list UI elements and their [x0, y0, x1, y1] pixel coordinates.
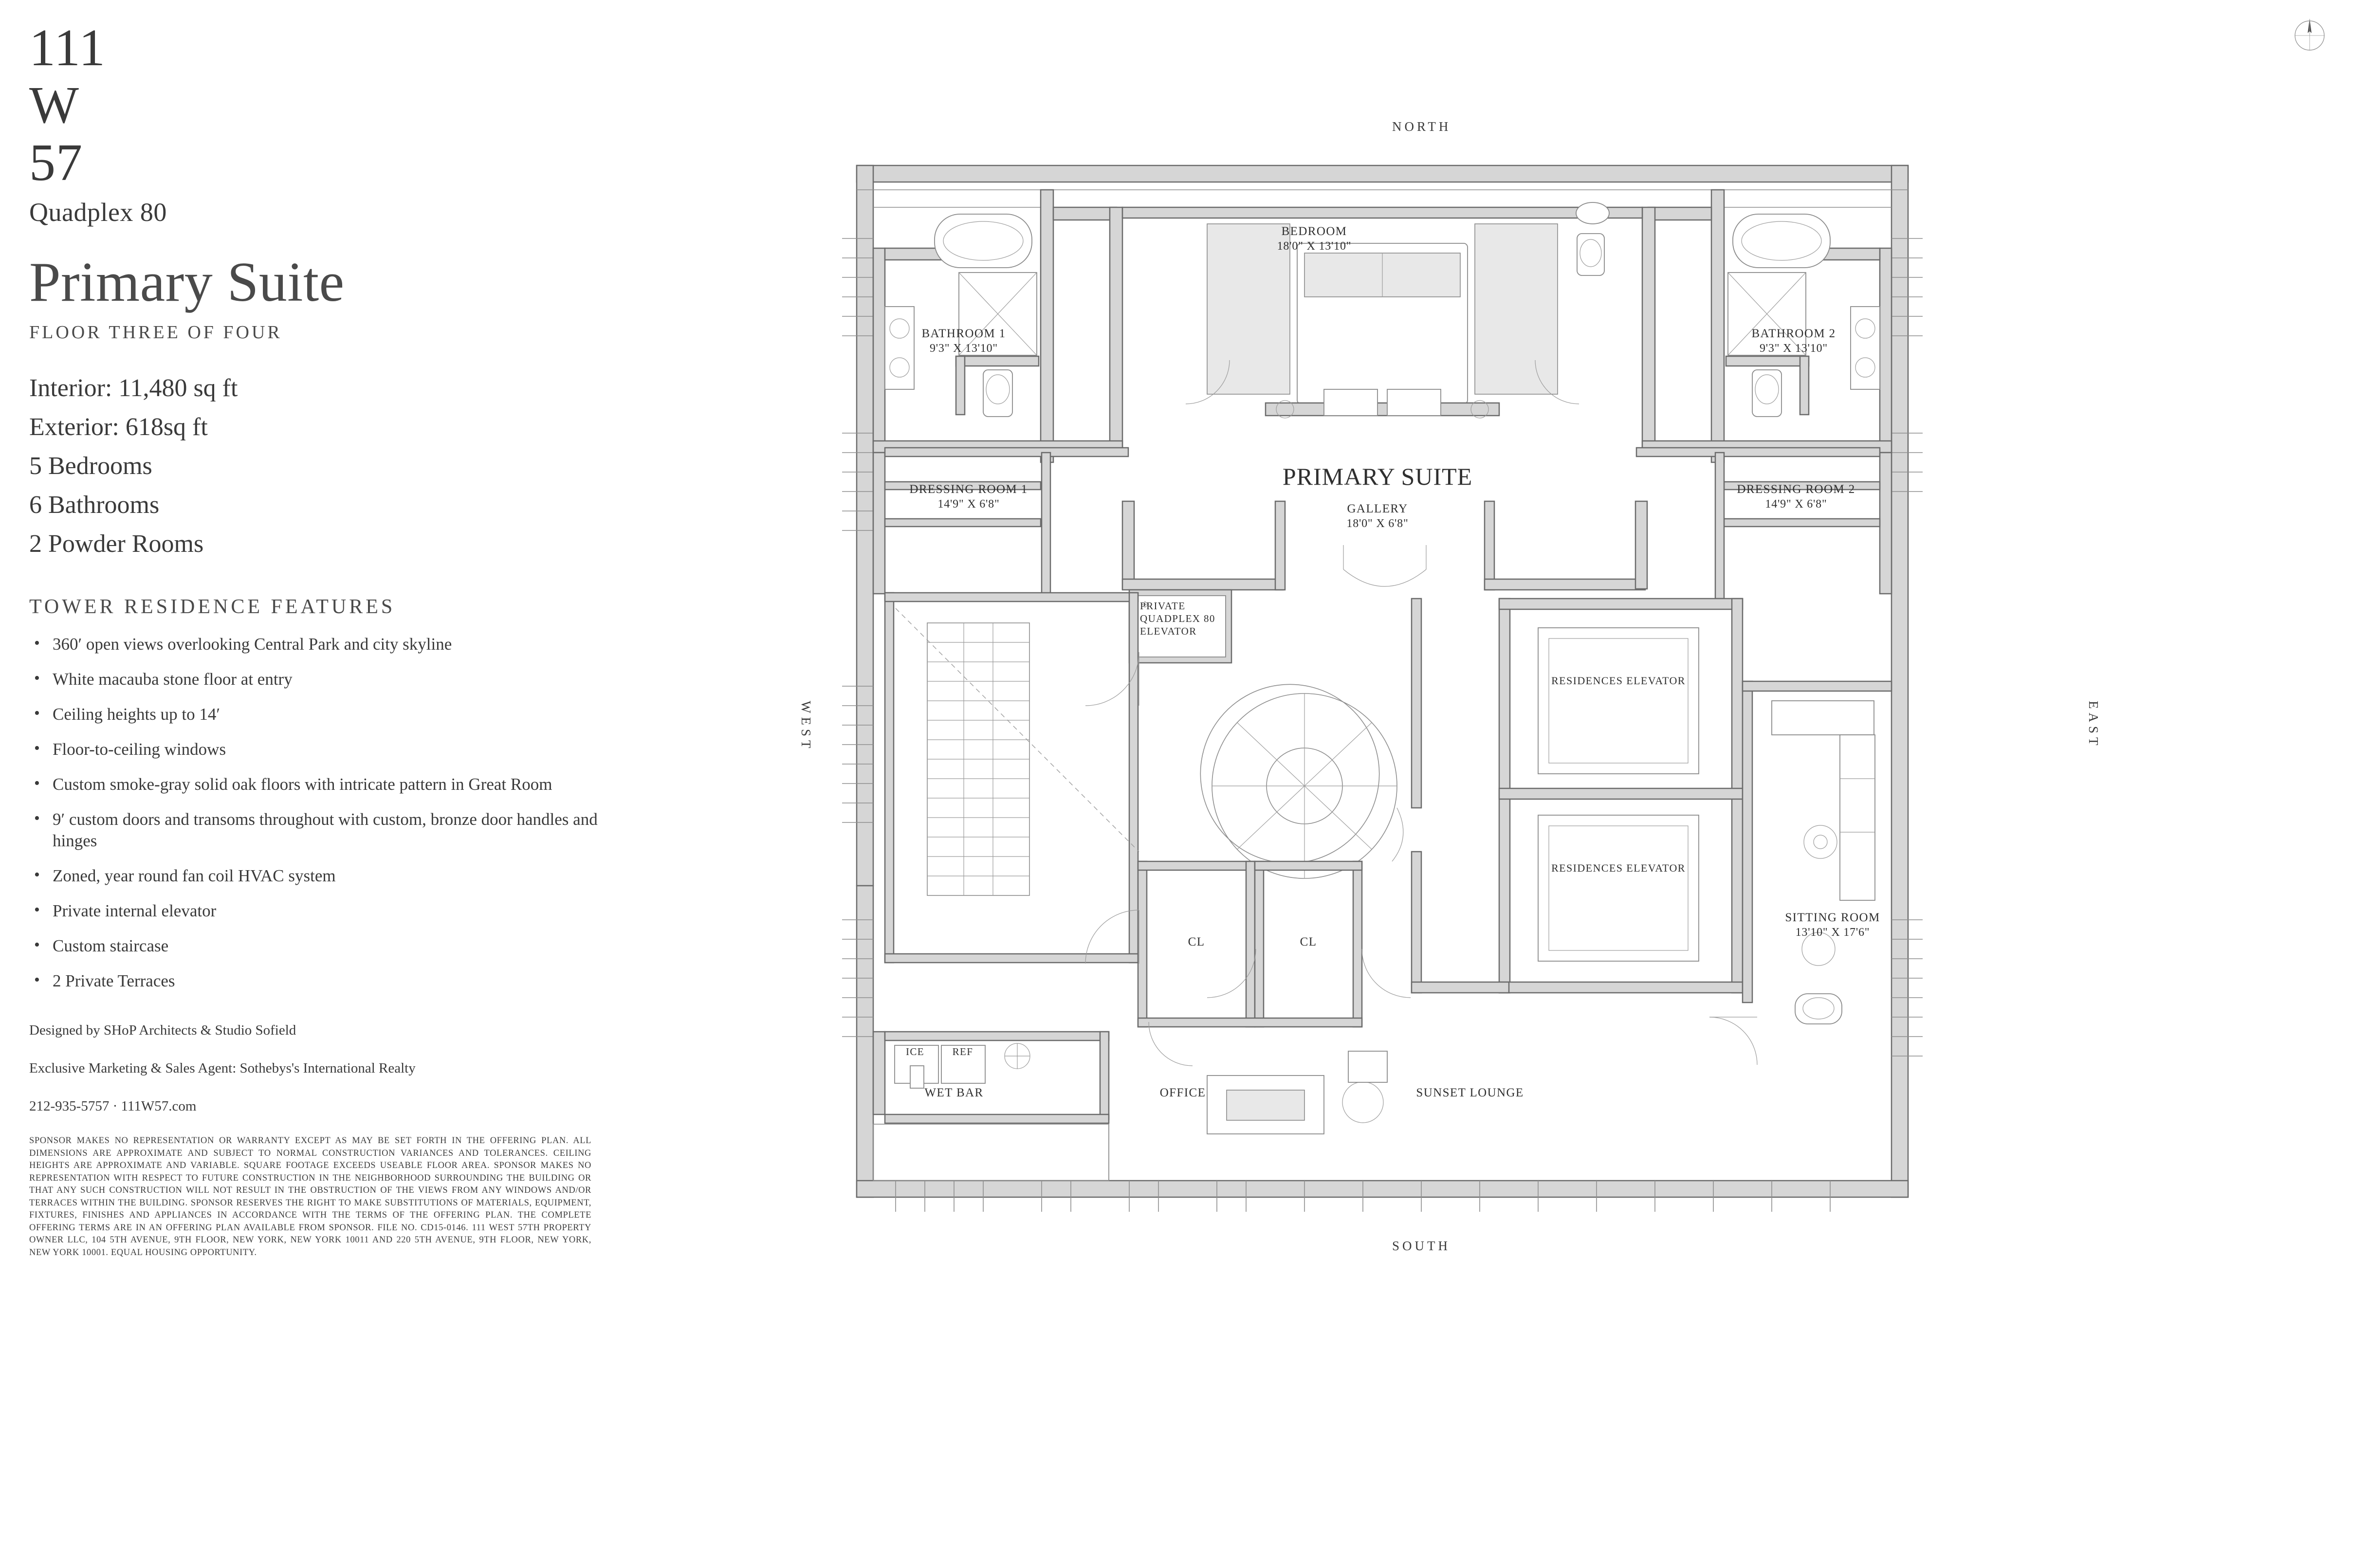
- room-label-residences-elevator-1: RESIDENCES ELEVATOR: [1551, 675, 1686, 687]
- room-label-dressing-room-1: DRESSING ROOM 1 14'9" X 6'8": [909, 483, 1028, 511]
- credit-sales-agent: Exclusive Marketing & Sales Agent: Sothebys's International Realty: [29, 1060, 416, 1076]
- room-label-sitting-room: SITTING ROOM 13'10" X 17'6": [1785, 911, 1880, 939]
- feature-item: • Custom staircase: [29, 935, 613, 957]
- brand-subtitle: Quadplex 80: [29, 198, 167, 227]
- features-list: [29, 634, 613, 992]
- room-label-dressing-room-2: DRESSING ROOM 2 14'9" X 6'8": [1737, 483, 1855, 511]
- spiral-stair: [1200, 684, 1403, 878]
- room-label-gallery: GALLERY 18'0" X 6'8": [1346, 502, 1409, 530]
- room-label-office: OFFICE: [1159, 1086, 1206, 1099]
- credit-contact[interactable]: 212-935-5757 · 111W57.com: [29, 1098, 197, 1114]
- credits-block: [29, 1021, 613, 1115]
- direction-label-west: WEST: [799, 701, 813, 752]
- brand-line-3: 57: [29, 134, 83, 192]
- feature-item: • Private internal elevator: [29, 900, 613, 922]
- legal-disclaimer: SPONSOR MAKES NO REPRESENTATION OR WARRANTY EXCEPT AS MAY BE SET FORTH IN THE OFFERING PLAN. ALL DIMENSIONS ARE APPROXIMATE AND SUBJECT TO NORMAL CONSTRUCTION VARIANCES AND TOLERANCES. CEILING HEIGHTS ARE APPROXIMATE AND VARIABLE. SQUARE FOOTAGE EXCEEDS USEABLE FLOOR AREA. SPONSOR MAKES NO REPRESENTATION WITH RESPECT TO FUTURE CONSTRUCTION IN THE NEIGHBORHOOD SURROUNDING THE BUILDING OR THAT ANY SUCH CONSTRUCTION WILL NOT RESULT IN THE OBSTRUCTION OF THE VIEWS FROM ANY WINDOWS AND/OR TERRACES WITHIN THE BUILDING. SPONSOR RESERVES THE RIGHT TO MAKE SUBSTITUTIONS OF MATERIALS, EQUIPMENT, FIXTURES, FINISHES AND APPLIANCES IN ACCORDANCE WITH THE TERMS OF THE OFFERING PLAN. THE COMPLETE OFFERING TERMS ARE IN AN OFFERING PLAN AVAILABLE FROM SPONSOR. FILE NO. CD15-0146. 111 WEST 57TH PROPERTY OWNER LLC, 104 5TH AVENUE, 9TH FLOOR, NEW YORK, NEW YORK 10011 AND 220 5TH AVENUE, 9TH FLOOR, NEW YORK, NEW YORK 10001. EQUAL HOUSING OPPORTUNITY.: [29, 1136, 591, 1258]
- page-title: Primary Suite: [29, 251, 345, 313]
- feature-item: • Ceiling heights up to 14′: [29, 704, 613, 725]
- stat-bathrooms: 6 Bathrooms: [29, 491, 160, 519]
- feature-item: • Custom smoke-gray solid oak floors with intricate pattern in Great Room: [29, 774, 613, 795]
- feature-item: • Zoned, year round fan coil HVAC system: [29, 865, 613, 887]
- feature-item: • White macauba stone floor at entry: [29, 669, 613, 690]
- room-label-bathroom-2: BATHROOM 2 9'3" X 13'10": [1751, 327, 1836, 355]
- room-label-closet-2: CL: [1300, 935, 1317, 948]
- room-label-wet-bar: WET BAR: [924, 1086, 984, 1099]
- brand-line-2: W: [29, 76, 79, 134]
- stats-list: [29, 369, 613, 564]
- credit-architects: Designed by SHoP Architects & Studio Sofield: [29, 1022, 296, 1038]
- direction-label-south: SOUTH: [1392, 1239, 1451, 1253]
- room-label-residences-elevator-2: RESIDENCES ELEVATOR: [1551, 862, 1686, 874]
- info-panel: [29, 19, 613, 1528]
- brand-line-1: 111: [29, 19, 106, 77]
- room-label-primary-suite: PRIMARY SUITE: [1282, 463, 1473, 490]
- direction-label-east: EAST: [2086, 701, 2101, 749]
- room-label-closet-1: CL: [1188, 935, 1205, 948]
- compass-icon: [2288, 14, 2332, 57]
- stat-powder-rooms: 2 Powder Rooms: [29, 530, 204, 558]
- room-label-bedroom: BEDROOM 18'0" X 13'10": [1277, 225, 1352, 253]
- floor-plan-svg: [837, 161, 2044, 1217]
- room-label-sunset-lounge: SUNSET LOUNGE: [1416, 1086, 1524, 1099]
- feature-item: • 9′ custom doors and transoms throughout with custom, bronze door handles and hinges: [29, 809, 613, 852]
- features-heading: TOWER RESIDENCE FEATURES: [29, 596, 396, 618]
- feature-item: • 360ʹ open views overlooking Central Park and city skyline: [29, 634, 613, 655]
- brand-block: [29, 19, 613, 230]
- room-label-private-elevator: PRIVATE QUADPLEX 80 ELEVATOR: [1140, 600, 1215, 637]
- stat-bedrooms: 5 Bedrooms: [29, 452, 152, 480]
- stat-interior: Interior: 11,480 sq ft: [29, 374, 238, 402]
- stat-exterior: Exterior: 618sq ft: [29, 413, 208, 441]
- direction-label-north: NORTH: [1392, 119, 1451, 134]
- feature-item: • Floor-to-ceiling windows: [29, 739, 613, 760]
- floor-plan-area: [759, 0, 2366, 1568]
- floor-plan-drawing: [837, 161, 2044, 1217]
- room-label-ice: ICE: [905, 1046, 925, 1057]
- feature-item: • 2 Private Terraces: [29, 970, 613, 992]
- room-label-bathroom-1: BATHROOM 1 9'3" X 13'10": [921, 327, 1006, 355]
- page-subtitle: FLOOR THREE OF FOUR: [29, 322, 282, 343]
- room-label-ref: REF: [952, 1046, 973, 1057]
